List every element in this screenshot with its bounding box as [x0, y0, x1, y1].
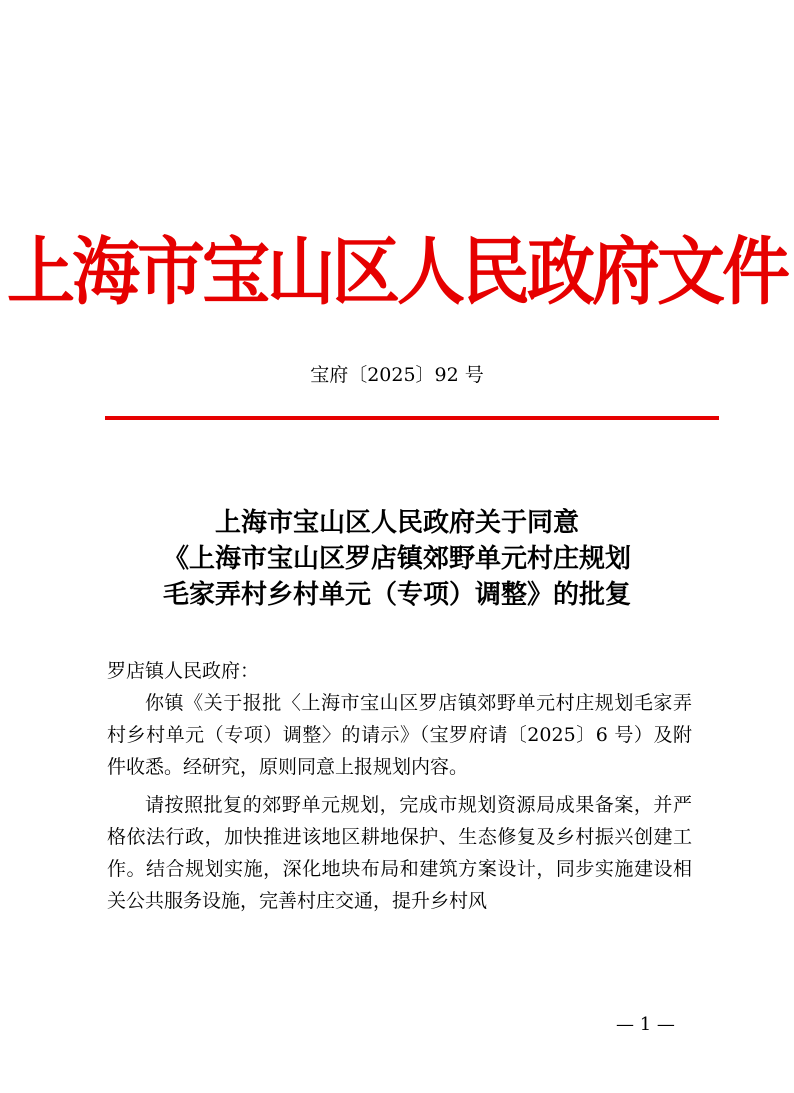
page-number: — 1 — — [616, 1014, 675, 1035]
body-paragraph-1: 你镇《关于报批〈上海市宝山区罗店镇郊野单元村庄规划毛家弄村乡村单元（专项）调整〉的请示》（宝罗府请〔2025〕6 号）及附件收悉。经研究，原则同意上报规划内容。 — [107, 692, 692, 778]
title-line-3: 毛家弄村乡村单元（专项）调整》的批复 — [162, 580, 631, 610]
salutation: 罗店镇人民政府： — [107, 660, 260, 682]
document-number: 宝府〔2025〕92 号 — [310, 364, 484, 386]
document-masthead: 上海市宝山区人民政府文件 — [6, 229, 787, 316]
title-line-2: 《上海市宝山区罗店镇郊野单元村庄规划 — [162, 544, 631, 574]
document-body — [107, 655, 692, 917]
body-paragraph-2: 请按照批复的郊野单元规划，完成市规划资源局成果备案，并严格依法行政，加快推进该地区耕地保护、生态修复及乡村振兴创建工作。结合规划实施，深化地块布局和建筑方案设计，同步实施建设相关公共服务设施，完善村庄交通，提升乡村风 — [107, 794, 692, 912]
red-divider-line — [105, 416, 719, 420]
document-title — [60, 505, 734, 613]
title-line-1: 上海市宝山区人民政府关于同意 — [214, 508, 579, 538]
